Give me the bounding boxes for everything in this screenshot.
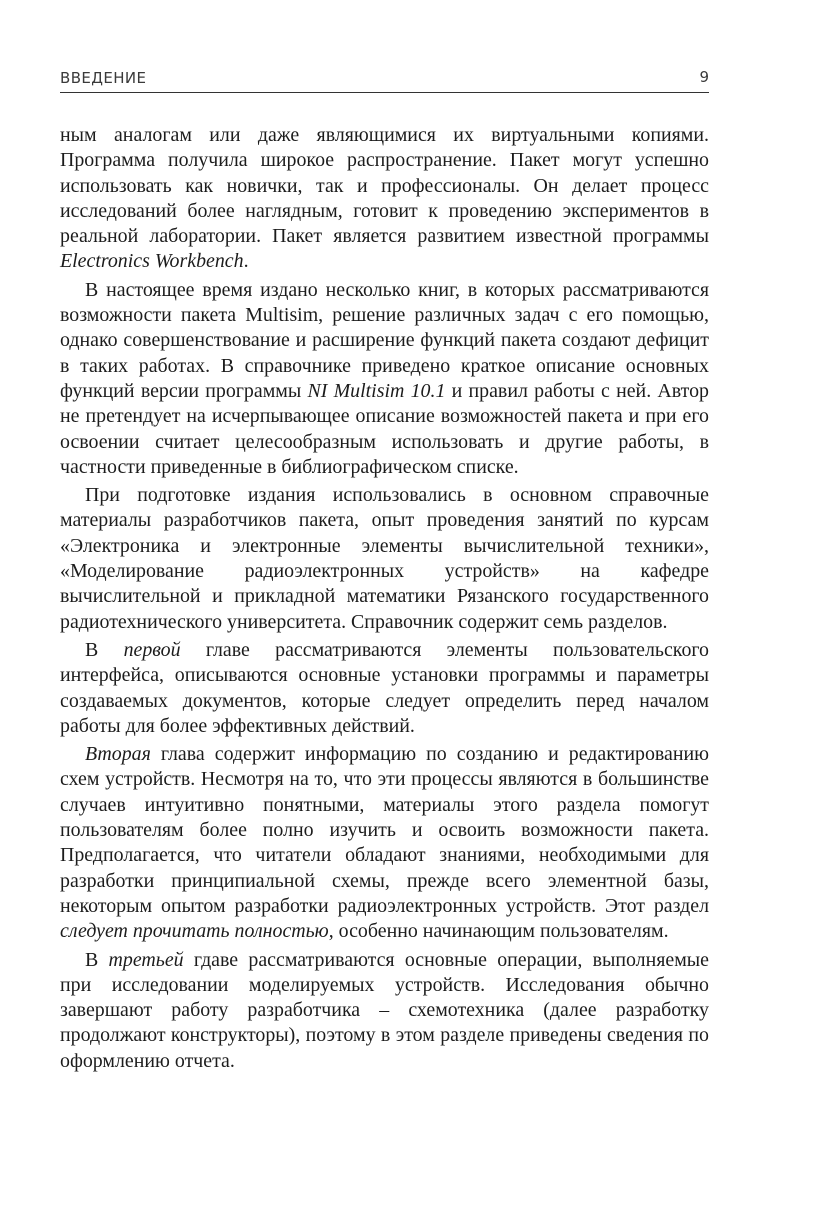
running-header bbox=[60, 66, 709, 93]
paragraph bbox=[60, 638, 709, 739]
text-run: главе рассматриваются элементы пользовательского интерфейса, описываются основные установки программы и параметры создаваемых документов, которые следует определить перед началом работы для более эффективных действий. bbox=[60, 638, 710, 737]
italic-run: следует прочитать полностью bbox=[60, 920, 329, 943]
text-run: и правил работы с ней. Автор не претендует на исчерпывающее описание возможностей пакета и при его освоении считает целесообразным использовать и другие работы, в частности приведенные в библиографическом списке. bbox=[60, 379, 709, 478]
paragraph bbox=[60, 948, 709, 1074]
text-run: В bbox=[85, 638, 124, 661]
text-run: В bbox=[85, 948, 109, 971]
text-run: При подготовке издания использовались в основном справочные материалы разработчиков пакета, опыт проведения занятий по курсам «Электроника и электронные элементы вычислительной техники», «Моделирование радиоэлектронных устройств» на кафедре вычислительной и прикладной математики Рязанского государственного радиотехнического университета. Справочник содержит семь разделов. bbox=[60, 484, 709, 633]
paragraph bbox=[60, 742, 709, 944]
text-run: . bbox=[243, 250, 249, 273]
text-run: , особенно начинающим пользователям. bbox=[328, 920, 669, 943]
text-run: ным аналогам или даже являющимися их виртуальными копиями. Программа получила широкое распространение. Пакет могут успешно использовать как новички, так и профессионалы. Он делает процесс исследований более наглядным, готовит к проведению экспериментов в реальной лаборатории. Пакет является развитием известной программы bbox=[60, 124, 709, 248]
italic-run: Electronics Workbench bbox=[60, 250, 244, 273]
italic-run: NI Multisim 10.1 bbox=[307, 379, 446, 402]
italic-run: первой bbox=[123, 638, 181, 661]
body-text bbox=[60, 123, 709, 1074]
paragraph bbox=[60, 278, 709, 480]
italic-run: Вторая bbox=[85, 743, 151, 766]
text-run: глава содержит информацию по созданию и редактированию схем устройств. Несмотря на то, что эти процессы являются в большинстве случаев интуитивно понятными, материалы этого раздела помогут пользователям более полно изучить и освоить возможности пакета. Предполагается, что читатели обладают знаниями, необходимыми для разработки принципиальной схемы, прежде всего элементной базы, некоторым опытом разработки радиоэлектронных устройств. Этот раздел bbox=[60, 743, 709, 917]
page-number: 9 bbox=[699, 68, 709, 86]
text-run: гдаве рассматриваются основные операции, выполняемые при исследовании моделируемых устройств. Исследования обычно завершают работу разработчика – схемотехника (далее разработку продолжают конструкторы), поэтому в этом разделе приведены сведения по оформлению отчета. bbox=[60, 948, 709, 1072]
text-run: В настоящее время издано несколько книг, в которых рассматриваются возможности пакета Multisim, решение различных задач с его помощью, однако совершенствование и расширение функций пакета создают дефицит в таких работах. В справочнике приведено краткое описание основных функций версии программы bbox=[60, 278, 709, 402]
italic-run: третьей bbox=[108, 948, 184, 971]
chapter-title: ВВЕДЕНИЕ bbox=[60, 69, 147, 87]
paragraph bbox=[60, 483, 709, 635]
paragraph bbox=[60, 123, 709, 275]
